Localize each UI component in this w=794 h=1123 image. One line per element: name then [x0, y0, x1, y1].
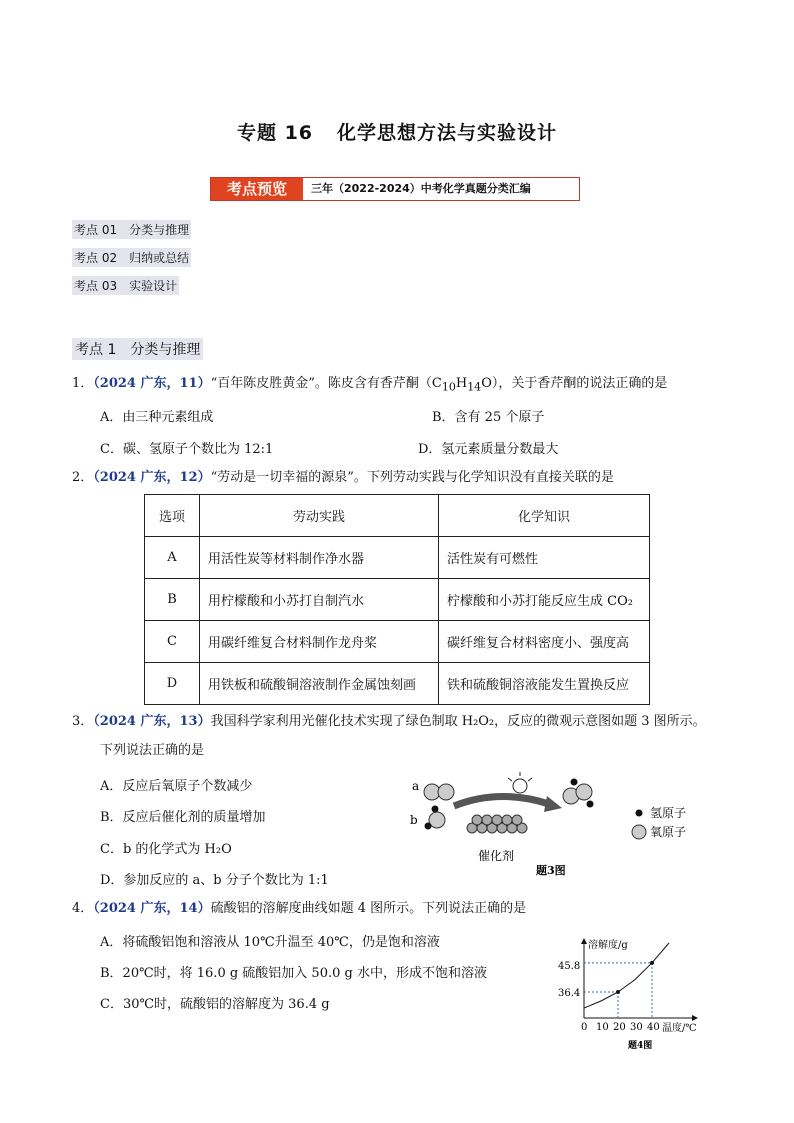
question-3-option-b[interactable]: B．反应后催化剂的质量增加	[100, 810, 266, 825]
question-2-stem: 2．（2024 广东，12）“劳动是一切幸福的源泉”。下列劳动实践与化学知识没有直接关联的是	[72, 470, 614, 485]
toc-item-1[interactable]: 考点 01 分类与推理	[72, 220, 191, 239]
question-3-option-d[interactable]: D．参加反应的 a、b 分子个数比为 1:1	[100, 873, 329, 888]
section-heading: 考点 1 分类与推理	[72, 338, 203, 360]
question-3-stem: 3．（2024 广东，13）我国科学家利用光催化技术实现了绿色制取 H₂O₂，反应的微观示意图如题 3 图所示。	[72, 714, 706, 729]
table-cell: 柠檬酸和小苏打能反应生成 CO₂	[439, 579, 650, 621]
question-4-stem: 4．（2024 广东，14）硫酸铝的溶解度曲线如题 4 图所示。下列说法正确的是	[72, 901, 527, 916]
label-b: b	[410, 813, 418, 827]
y-axis-label: 溶解度/g	[588, 940, 628, 951]
page-title: 专题 16 化学思想方法与实验设计	[236, 122, 558, 144]
question-3-option-a[interactable]: A．反应后氧原子个数减少	[100, 779, 253, 794]
hydrogen-atom-icon	[587, 801, 594, 808]
table-cell: A	[145, 537, 200, 579]
x-tick-label: 20	[613, 1022, 626, 1033]
question-3-stem-2: 下列说法正确的是	[100, 743, 205, 758]
table-cell: B	[145, 579, 200, 621]
table-cell: C	[145, 621, 200, 663]
oxygen-legend-label: 氧原子	[650, 825, 687, 839]
x-axis-label: 温度/℃	[662, 1023, 697, 1034]
solubility-chart	[556, 934, 716, 1054]
y-tick-label: 45.8	[558, 961, 581, 972]
light-bulb-icon	[508, 772, 532, 793]
oxygen-atom-icon	[576, 784, 592, 800]
hydrogen-legend-icon	[636, 810, 643, 817]
question-1-stem: 1．（2024 广东，11）“百年陈皮胜黄金”。陈皮含有香芹酮$(C_{10}H_{14}O)$，关于香芹酮的说法正确的是	[72, 376, 668, 394]
table-row[interactable]	[145, 621, 650, 663]
table-header-row	[145, 495, 650, 537]
banner-text: 三年（2022-2024）中考化学真题分类汇编	[311, 182, 531, 195]
toc-item-3[interactable]: 考点 03 实验设计	[72, 276, 179, 295]
oxygen-atom-icon	[438, 784, 454, 800]
preview-banner	[210, 177, 580, 201]
question-4-option-c[interactable]: C．30℃时，硫酸铝的溶解度为 36.4 g	[100, 997, 330, 1012]
table-cell: 用柠檬酸和小苏打自制汽水	[200, 579, 439, 621]
data-point	[650, 961, 654, 965]
data-point	[616, 990, 620, 994]
question-1-option-a[interactable]: A．由三种元素组成	[100, 410, 214, 425]
x-tick-label: 10	[596, 1022, 609, 1033]
table-header: 选项	[145, 495, 200, 537]
figure-4-caption: 题4图	[628, 1041, 653, 1051]
y-tick-label: 36.4	[558, 988, 581, 999]
reaction-diagram	[404, 770, 704, 880]
table-cell: 碳纤维复合材料密度小、强度高	[439, 621, 650, 663]
table-cell: 用活性炭等材料制作净水器	[200, 537, 439, 579]
arrow-head-icon	[544, 796, 562, 812]
question-2-table	[144, 494, 650, 705]
table-cell: 用铁板和硫酸铜溶液制作金属蚀刻画	[200, 663, 439, 705]
oxygen-legend-icon	[632, 825, 646, 839]
table-row[interactable]	[145, 663, 650, 705]
question-1-option-d[interactable]: D．氢元素质量分数最大	[418, 442, 559, 457]
table-cell: 活性炭有可燃性	[439, 537, 650, 579]
label-a: a	[412, 779, 420, 793]
catalyst-label: 催化剂	[478, 849, 515, 863]
table-header: 化学知识	[439, 495, 650, 537]
banner-tag: 考点预览	[211, 178, 303, 200]
table-cell: D	[145, 663, 200, 705]
table-header: 劳动实践	[200, 495, 439, 537]
hydrogen-atom-icon	[432, 806, 439, 813]
x-axis-arrow-icon	[692, 1015, 698, 1021]
x-tick-label: 30	[630, 1022, 643, 1033]
x-tick-label: 0	[581, 1022, 588, 1033]
question-3-option-c[interactable]: C．b 的化学式为 H₂O	[100, 842, 232, 857]
catalyst-icon	[467, 815, 527, 833]
table-cell: 铁和硫酸铜溶液能发生置换反应	[439, 663, 650, 705]
table-row[interactable]	[145, 579, 650, 621]
toc-item-2[interactable]: 考点 02 归纳或总结	[72, 248, 191, 267]
x-tick-label: 40	[647, 1022, 660, 1033]
hydrogen-atom-icon	[571, 779, 578, 786]
table-row[interactable]	[145, 537, 650, 579]
hydrogen-atom-icon	[425, 823, 432, 830]
hydrogen-legend-label: 氢原子	[650, 806, 687, 820]
question-1-option-c[interactable]: C．碳、氢原子个数比为 12:1	[100, 442, 274, 457]
question-4-option-a[interactable]: A．将硫酸铝饱和溶液从 10℃升温至 40℃，仍是饱和溶液	[100, 935, 440, 950]
question-4-option-b[interactable]: B．20℃时，将 16.0 g 硫酸铝加入 50.0 g 水中，形成不饱和溶液	[100, 966, 487, 981]
arrow-icon	[454, 796, 549, 806]
solubility-curve	[584, 943, 669, 1008]
figure-3-caption: 题3图	[536, 864, 566, 877]
table-cell: 用碳纤维复合材料制作龙舟桨	[200, 621, 439, 663]
question-1-option-b[interactable]: B．含有 25 个原子	[432, 410, 545, 425]
y-axis-arrow-icon	[581, 938, 587, 944]
